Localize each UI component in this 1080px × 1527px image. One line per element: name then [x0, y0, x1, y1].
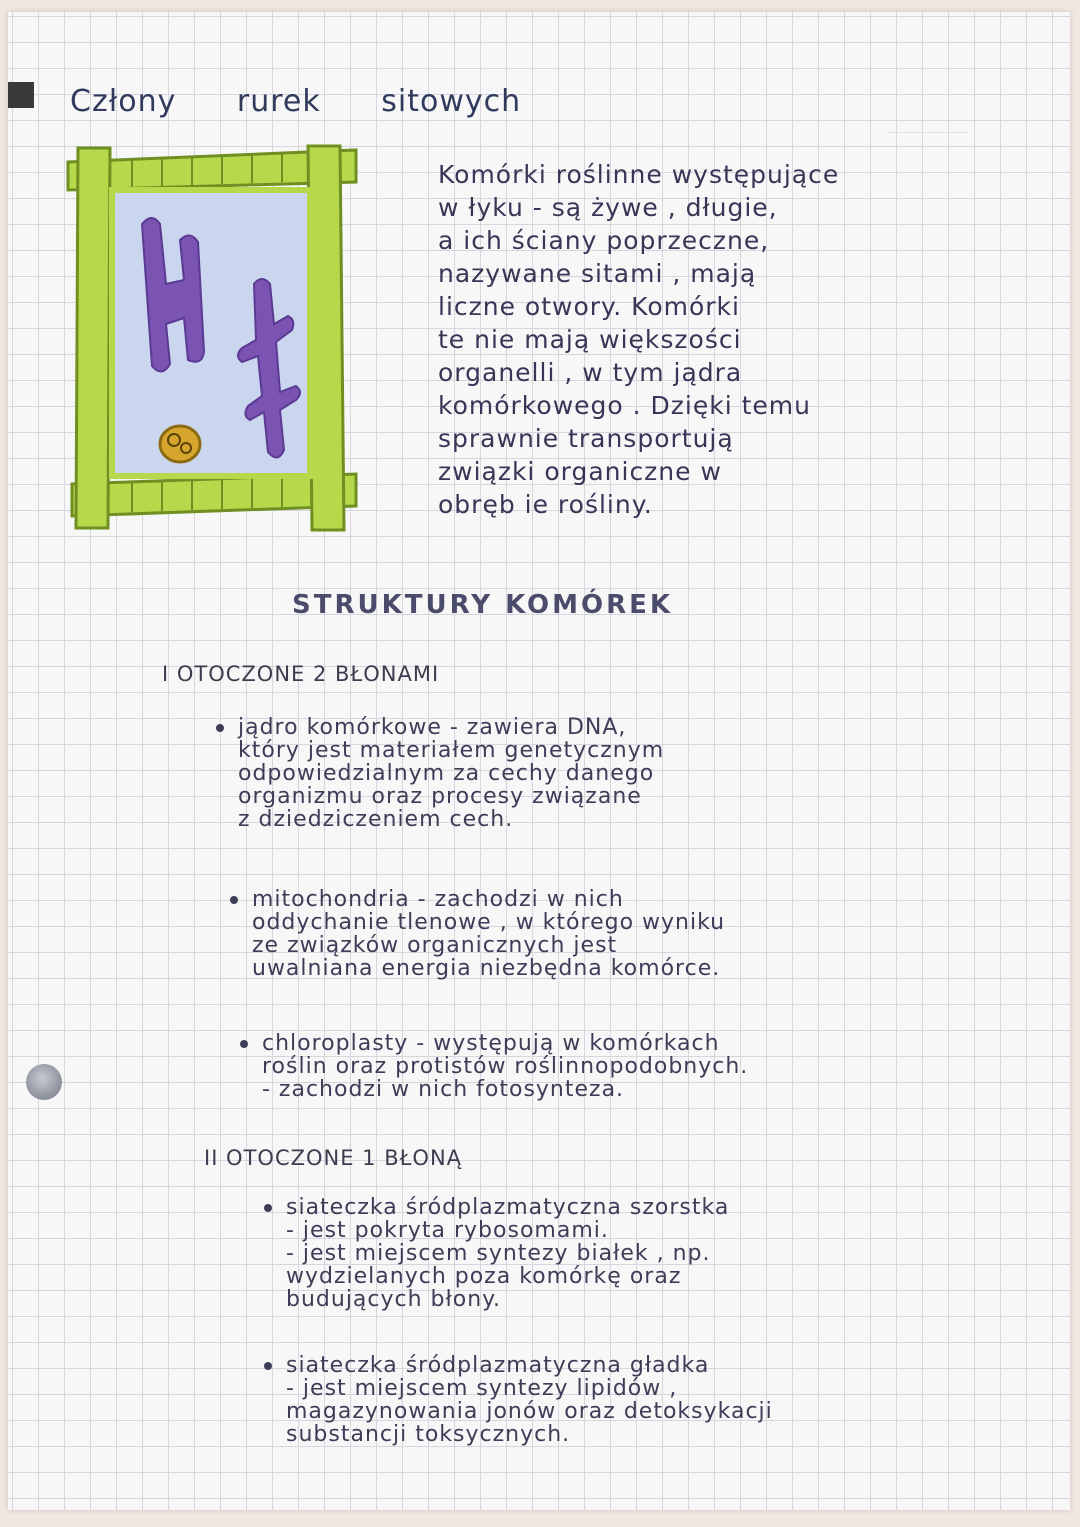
description-paragraph: [438, 158, 958, 521]
list-item-mitochondria: [252, 888, 725, 980]
description-line: komórkowego . Dzięki temu: [438, 391, 811, 420]
entry-line: - jest pokryta rybosomami.: [286, 1218, 609, 1243]
bullet-icon: [240, 1040, 248, 1048]
entry-line: chloroplasty - występują w komórkach: [262, 1031, 720, 1056]
page-title: Człony rurek sitowych: [70, 84, 522, 119]
entry-line: budujących błony.: [286, 1287, 502, 1312]
description-line: organelli , w tym jądra: [438, 358, 743, 387]
entry-line: magazynowania jonów oraz detoksykacji: [286, 1399, 773, 1424]
faint-mark: [888, 132, 968, 143]
entry-line: z dziedziczeniem cech.: [238, 807, 514, 832]
description-line: związki organiczne w: [438, 457, 722, 486]
entry-line: - zachodzi w nich fotosynteza.: [262, 1077, 625, 1102]
entry-line: który jest materiałem genetycznym: [238, 738, 665, 763]
entry-line: - jest miejscem syntezy lipidów ,: [286, 1376, 678, 1401]
nucleus-icon: [160, 426, 200, 462]
description-line: Komórki roślinne występujące: [438, 160, 840, 189]
entry-line: mitochondria - zachodzi w nich: [252, 887, 624, 912]
description-line: nazywane sitami , mają: [438, 259, 757, 288]
description-line: obręb ie rośliny.: [438, 490, 653, 519]
entry-line: - jest miejscem syntezy białek , np.: [286, 1241, 711, 1266]
description-line: w łyku - są żywe , długie,: [438, 193, 778, 222]
description-line: te nie mają większości: [438, 325, 742, 354]
page-corner-mark: [8, 82, 34, 108]
entry-line: jądro komórkowe - zawiera DNA,: [238, 715, 627, 740]
entry-line: organizmu oraz procesy związane: [238, 784, 642, 809]
list-item-smooth-er: [286, 1354, 773, 1446]
bullet-icon: [230, 896, 238, 904]
list-item-nucleus: [238, 716, 664, 831]
entry-line: oddychanie tlenowe , w którego wyniku: [252, 910, 726, 935]
entry-line: odpowiedzialnym za cechy danego: [238, 761, 655, 786]
sieve-tube-cell-drawing: [62, 144, 362, 532]
list-item-rough-er: [286, 1196, 729, 1311]
description-line: a ich ściany poprzeczne,: [438, 226, 770, 255]
bullet-icon: [264, 1362, 272, 1370]
entry-line: siateczka śródplazmatyczna szorstka: [286, 1195, 730, 1220]
section-heading: STRUKTURY KOMÓREK: [292, 590, 674, 620]
entry-line: roślin oraz protistów roślinnopodobnych.: [262, 1054, 749, 1079]
binder-hole: [26, 1064, 62, 1100]
bullet-icon: [264, 1204, 272, 1212]
description-line: liczne otwory. Komórki: [438, 292, 740, 321]
entry-line: substancji toksycznych.: [286, 1422, 571, 1447]
entry-line: ze związków organicznych jest: [252, 933, 618, 958]
bullet-icon: [216, 724, 224, 732]
group-heading-one-membrane: II OTOCZONE 1 BŁONĄ: [204, 1146, 463, 1170]
description-line: sprawnie transportują: [438, 424, 734, 453]
group-heading-two-membranes: I OTOCZONE 2 BŁONAMI: [162, 662, 440, 686]
list-item-chloroplasts: [262, 1032, 748, 1101]
entry-line: wydzielanych poza komórkę oraz: [286, 1264, 682, 1289]
entry-line: uwalniana energia niezbędna komórce.: [252, 956, 721, 981]
entry-line: siateczka śródplazmatyczna gładka: [286, 1353, 710, 1378]
